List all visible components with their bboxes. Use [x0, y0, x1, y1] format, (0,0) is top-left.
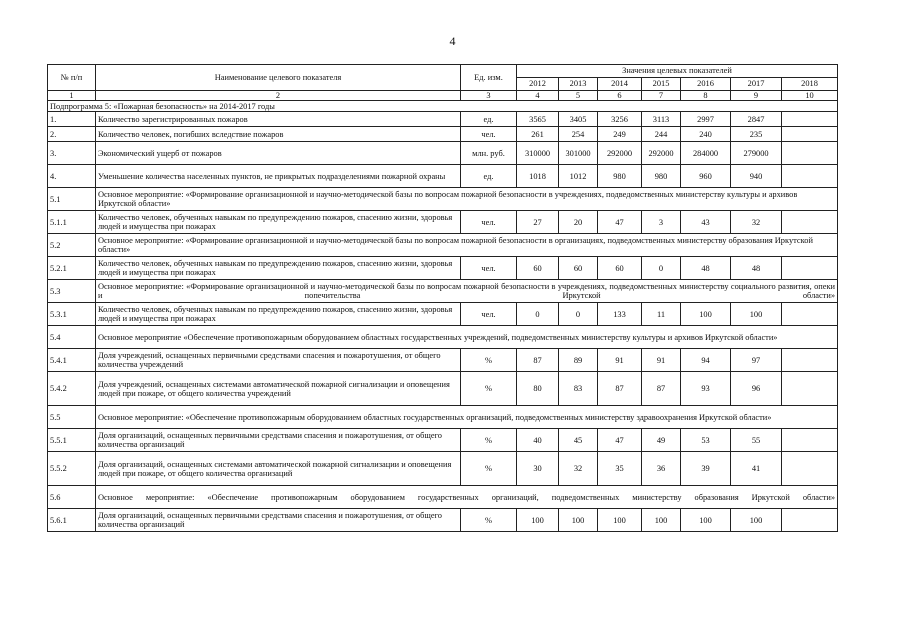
value-cell: 2997: [681, 112, 731, 127]
value-cell: 235: [731, 127, 782, 142]
value-cell: 960: [681, 165, 731, 188]
col-number: 10: [782, 91, 838, 101]
value-cell: 27: [517, 211, 559, 234]
value-cell: 100: [731, 509, 782, 532]
value-cell: 240: [681, 127, 731, 142]
value-cell: 39: [681, 452, 731, 486]
value-cell: 91: [642, 349, 681, 372]
indicator-name: Доля учреждений, оснащенных системами автоматической пожарной сигнализации и оповещения людей при пожаре, от общего количества учреждений: [96, 372, 461, 406]
value-cell: 100: [642, 509, 681, 532]
value-cell: 43: [681, 211, 731, 234]
row-number: 5.4: [48, 326, 96, 349]
activity-row: [48, 188, 838, 211]
value-cell: [782, 349, 838, 372]
value-cell: 1012: [559, 165, 598, 188]
indicator-row: [48, 165, 838, 188]
value-cell: 96: [731, 372, 782, 406]
header-year: 2018: [782, 78, 838, 91]
activity-row: [48, 326, 838, 349]
value-cell: [782, 165, 838, 188]
value-cell: 53: [681, 429, 731, 452]
header-row: [48, 65, 838, 78]
value-cell: 3113: [642, 112, 681, 127]
value-cell: 87: [642, 372, 681, 406]
value-cell: 11: [642, 303, 681, 326]
value-cell: 41: [731, 452, 782, 486]
indicator-name: Экономический ущерб от пожаров: [96, 142, 461, 165]
value-cell: 100: [681, 303, 731, 326]
value-cell: [782, 112, 838, 127]
value-cell: 0: [517, 303, 559, 326]
row-number: 5.5.2: [48, 452, 96, 486]
value-cell: 87: [517, 349, 559, 372]
activity-row: [48, 486, 838, 509]
indicator-row: [48, 127, 838, 142]
value-cell: [782, 303, 838, 326]
value-cell: 94: [681, 349, 731, 372]
value-cell: 30: [517, 452, 559, 486]
indicator-name: Доля организаций, оснащенных первичными средствами спасения и пожаротушения, от общего количества организаций: [96, 509, 461, 532]
col-number: 8: [681, 91, 731, 101]
indicator-name: Количество человек, обученных навыкам по предупреждению пожаров, спасению жизни, здоровья людей и имущества при пожарах: [96, 257, 461, 280]
indicator-name: Уменьшение количества населенных пунктов, не прикрытых подразделениями пожарной охраны: [96, 165, 461, 188]
value-cell: 91: [598, 349, 642, 372]
col-number: 5: [559, 91, 598, 101]
value-cell: 47: [598, 429, 642, 452]
indicator-name: Доля организаций, оснащенных первичными средствами спасения и пожаротушения, от общего количества организаций: [96, 429, 461, 452]
indicator-row: [48, 211, 838, 234]
header-unit: Ед. изм.: [461, 65, 517, 91]
subprogram-title: Подпрограмма 5: «Пожарная безопасность» на 2014-2017 годы: [48, 101, 838, 112]
indicator-name: Количество человек, обученных навыкам по предупреждению пожаров, спасению жизни, здоровья людей и имущества при пожарах: [96, 303, 461, 326]
row-number: 5.5.1: [48, 429, 96, 452]
value-cell: 301000: [559, 142, 598, 165]
indicator-row: [48, 257, 838, 280]
value-cell: 47: [598, 211, 642, 234]
indicator-row: [48, 429, 838, 452]
targets-table: [47, 64, 838, 532]
indicator-row: [48, 349, 838, 372]
value-cell: 36: [642, 452, 681, 486]
value-cell: 244: [642, 127, 681, 142]
value-cell: 49: [642, 429, 681, 452]
row-number: 5.2: [48, 234, 96, 257]
row-number: 4.: [48, 165, 96, 188]
header-year: 2012: [517, 78, 559, 91]
row-number: 5.4.1: [48, 349, 96, 372]
value-cell: 100: [731, 303, 782, 326]
header-values: Значения целевых показателей: [517, 65, 838, 78]
header-year: 2014: [598, 78, 642, 91]
value-cell: 100: [559, 509, 598, 532]
value-cell: 93: [681, 372, 731, 406]
value-cell: 60: [559, 257, 598, 280]
value-cell: 254: [559, 127, 598, 142]
value-cell: 60: [598, 257, 642, 280]
value-cell: 0: [642, 257, 681, 280]
value-cell: [782, 142, 838, 165]
value-cell: 3: [642, 211, 681, 234]
col-number: 1: [48, 91, 96, 101]
value-cell: 100: [517, 509, 559, 532]
col-number: 4: [517, 91, 559, 101]
activity-row: [48, 280, 838, 303]
value-cell: 83: [559, 372, 598, 406]
activity-text: Основное мероприятие: «Обеспечение противопожарным оборудованием областных государственных организаций, подведомственных министерству здравоохранения Иркутской области»: [96, 406, 838, 429]
header-name: Наименование целевого показателя: [96, 65, 461, 91]
row-number: 5.3.1: [48, 303, 96, 326]
value-cell: 40: [517, 429, 559, 452]
value-cell: 87: [598, 372, 642, 406]
value-cell: 48: [681, 257, 731, 280]
value-cell: 940: [731, 165, 782, 188]
page-number: 4: [449, 34, 456, 48]
indicator-name: Количество человек, погибших вследствие пожаров: [96, 127, 461, 142]
value-cell: 261: [517, 127, 559, 142]
value-cell: [782, 452, 838, 486]
header-year: 2016: [681, 78, 731, 91]
value-cell: 0: [559, 303, 598, 326]
unit-cell: ед.: [461, 112, 517, 127]
unit-cell: чел.: [461, 211, 517, 234]
value-cell: 48: [731, 257, 782, 280]
indicator-row: [48, 452, 838, 486]
row-number: 5.4.2: [48, 372, 96, 406]
indicator-name: Доля организаций, оснащенных системами автоматической пожарной сигнализации и оповещения людей при пожаре, от общего количества организаций: [96, 452, 461, 486]
unit-cell: %: [461, 429, 517, 452]
value-cell: [782, 429, 838, 452]
activity-text: Основное мероприятие: «Формирование организационной и научно-методической базы по вопросам пожарной безопасности в учреждениях, подведомственных министерству культуры и архивов Иркутской области»: [96, 188, 838, 211]
value-cell: 310000: [517, 142, 559, 165]
value-cell: [782, 127, 838, 142]
unit-cell: чел.: [461, 303, 517, 326]
header-year: 2015: [642, 78, 681, 91]
value-cell: 60: [517, 257, 559, 280]
activity-row: [48, 234, 838, 257]
value-cell: 45: [559, 429, 598, 452]
value-cell: 32: [731, 211, 782, 234]
indicator-name: Количество человек, обученных навыкам по предупреждению пожаров, спасению жизни, здоровья людей и имущества при пожарах: [96, 211, 461, 234]
activity-text: Основное мероприятие: «Формирование организационной и научно-методической базы по вопросам пожарной безопасности в учреждениях, подведомственных министерству социального развития, опеки и попечительства Иркутской области»: [96, 280, 838, 303]
value-cell: 279000: [731, 142, 782, 165]
col-number: 6: [598, 91, 642, 101]
row-number: 2.: [48, 127, 96, 142]
value-cell: 2847: [731, 112, 782, 127]
header-year: 2017: [731, 78, 782, 91]
activity-row: [48, 406, 838, 429]
indicator-row: [48, 112, 838, 127]
activity-text: Основное мероприятие «Обеспечение противопожарным оборудованием областных государственных учреждений, подведомственных министерству культуры и архивов Иркутской области»: [96, 326, 838, 349]
row-number: 1.: [48, 112, 96, 127]
row-number: 5.3: [48, 280, 96, 303]
value-cell: 1018: [517, 165, 559, 188]
value-cell: 133: [598, 303, 642, 326]
value-cell: 32: [559, 452, 598, 486]
value-cell: 3256: [598, 112, 642, 127]
row-number: 5.1: [48, 188, 96, 211]
value-cell: 100: [598, 509, 642, 532]
col-number: 7: [642, 91, 681, 101]
value-cell: 20: [559, 211, 598, 234]
col-number: 9: [731, 91, 782, 101]
unit-cell: млн. руб.: [461, 142, 517, 165]
unit-cell: %: [461, 372, 517, 406]
value-cell: 89: [559, 349, 598, 372]
col-number: 2: [96, 91, 461, 101]
value-cell: 55: [731, 429, 782, 452]
row-number: 5.2.1: [48, 257, 96, 280]
unit-cell: ед.: [461, 165, 517, 188]
value-cell: 249: [598, 127, 642, 142]
header-num: № п/п: [48, 65, 96, 91]
value-cell: [782, 509, 838, 532]
value-cell: 284000: [681, 142, 731, 165]
value-cell: [782, 257, 838, 280]
value-cell: 292000: [598, 142, 642, 165]
unit-cell: %: [461, 509, 517, 532]
value-cell: 100: [681, 509, 731, 532]
indicator-row: [48, 509, 838, 532]
value-cell: 980: [598, 165, 642, 188]
indicator-name: Количество зарегистрированных пожаров: [96, 112, 461, 127]
unit-cell: чел.: [461, 127, 517, 142]
header-year: 2013: [559, 78, 598, 91]
indicator-name: Доля учреждений, оснащенных первичными средствами спасения и пожаротушения, от общего количества учреждений: [96, 349, 461, 372]
col-number: 3: [461, 91, 517, 101]
row-number: 5.1.1: [48, 211, 96, 234]
unit-cell: %: [461, 349, 517, 372]
value-cell: 80: [517, 372, 559, 406]
activity-text: Основное мероприятие: «Формирование организационной и научно-методической базы по вопросам пожарной безопасности в организациях, подведомственных министерству образования Иркутской области»: [96, 234, 838, 257]
value-cell: [782, 372, 838, 406]
indicator-row: [48, 142, 838, 165]
value-cell: 292000: [642, 142, 681, 165]
value-cell: 980: [642, 165, 681, 188]
unit-cell: чел.: [461, 257, 517, 280]
indicator-row: [48, 372, 838, 406]
value-cell: 35: [598, 452, 642, 486]
row-number: 5.5: [48, 406, 96, 429]
row-number: 5.6: [48, 486, 96, 509]
subprogram-row: [48, 101, 838, 112]
row-number: 5.6.1: [48, 509, 96, 532]
row-number: 3.: [48, 142, 96, 165]
indicator-row: [48, 303, 838, 326]
column-numbers-row: [48, 91, 838, 101]
value-cell: 3405: [559, 112, 598, 127]
value-cell: 3565: [517, 112, 559, 127]
value-cell: 97: [731, 349, 782, 372]
value-cell: [782, 211, 838, 234]
activity-text: Основное мероприятие: «Обеспечение противопожарным оборудованием государственных организаций, подведомственных министерству образования Иркутской области»: [96, 486, 838, 509]
unit-cell: %: [461, 452, 517, 486]
